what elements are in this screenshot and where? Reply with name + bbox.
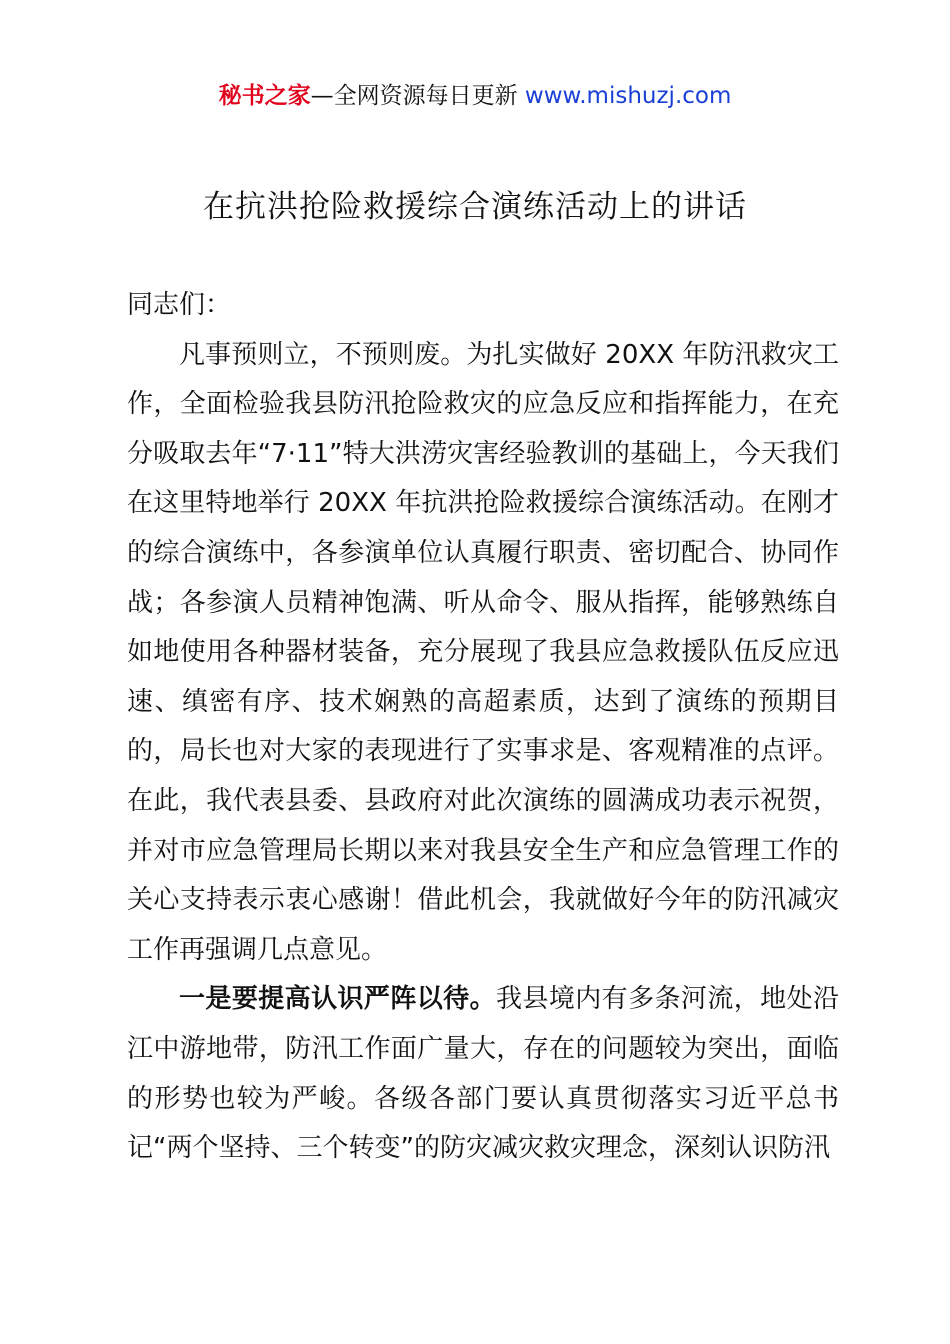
document-title: 在抗洪抢险救援综合演练活动上的讲话 <box>203 189 747 225</box>
document-body <box>127 281 839 1174</box>
paragraph-1 <box>127 331 839 976</box>
site-url-link[interactable]: www.mishuzj.com <box>524 83 732 109</box>
site-header <box>0 80 950 112</box>
paragraph-2-lead: 一是要提高认识严阵以待。 <box>179 984 496 1015</box>
paragraph-1-text: 凡事预则立，不预则废。为扎实做好 20XX 年防汛救灾工作，全面检验我县防汛抢险救灾的应急反应和指挥能力，在充分吸取去年“7·11”特大洪涝灾害经验教训的基础上，今天我们在这里特地举行 20XX 年抗洪抢险救援综合演练活动。在刚才的综合演练中，各参演单位认真履行职责、密切配合、协同作战；各参演人员精神饱满、听从命令、服从指挥，能够熟练自如地使用各种器材装备，充分展现了我县应急救援队伍反应迅速、缜密有序、技术娴熟的高超素质，达到了演练的预期目的，局长也对大家的表现进行了实事求是、客观精准的点评。在此，我代表县委、县政府对此次演练的圆满成功表示祝贺，并对市应急管理局长期以来对我县安全生产和应急管理工作的关心支持表示衷心感谢！借此机会，我就做好今年的防汛减灾工作再强调几点意见。 <box>127 339 839 965</box>
site-name: 秘书之家 <box>218 83 311 109</box>
paragraph-2-text: 我县境内有多条河流，地处沿江中游地带，防汛工作面广量大，存在的问题较为突出，面临的形势也较为严峻。各级各部门要认真贯彻落实习近平总书记“两个坚持、三个转变”的防灾减灾救灾理念，深刻认识防汛 <box>127 984 839 1164</box>
paragraph-2 <box>127 975 839 1173</box>
greeting: 同志们： <box>127 290 232 320</box>
site-tagline: —全网资源每日更新 <box>310 83 518 109</box>
